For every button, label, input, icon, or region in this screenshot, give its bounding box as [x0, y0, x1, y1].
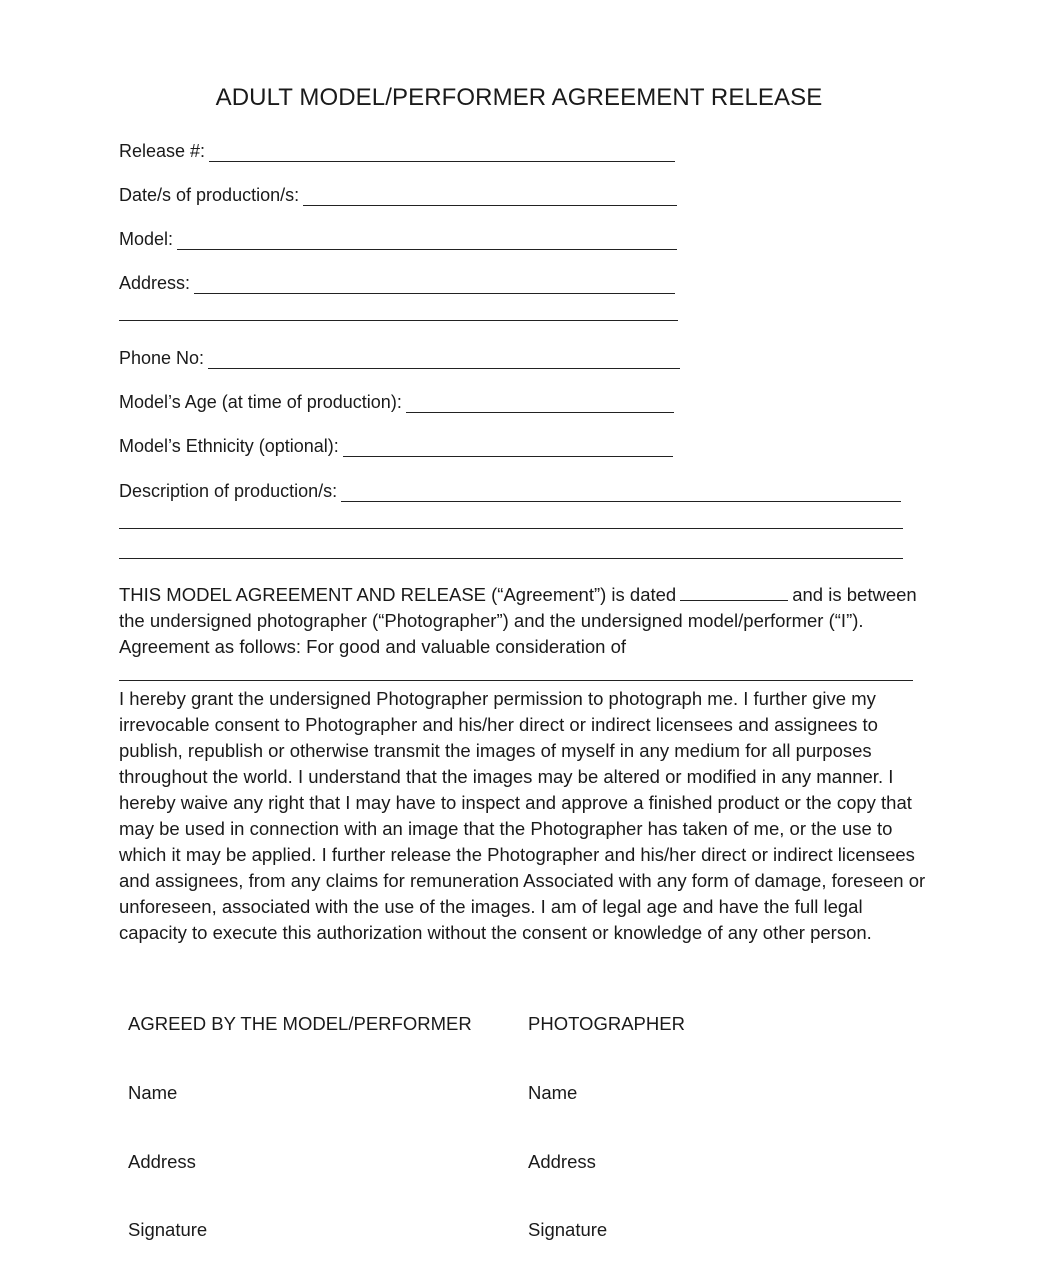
agreement-intro-part1: THIS MODEL AGREEMENT AND RELEASE (“Agreement”) is dated: [119, 584, 677, 605]
model-age-field: [119, 389, 674, 413]
model-age-blank[interactable]: [406, 395, 674, 413]
production-dates-field: [119, 182, 677, 206]
model-age-label: Model’s Age (at time of production):: [119, 392, 402, 412]
phone-blank[interactable]: [208, 351, 680, 369]
description-label: Description of production/s:: [119, 481, 338, 501]
model-name-label: Name: [128, 1082, 178, 1103]
ethnicity-blank[interactable]: [343, 439, 673, 457]
model-blank[interactable]: [177, 232, 677, 250]
model-signature-label: Signature: [128, 1219, 208, 1240]
photographer-name-label: Name: [528, 1082, 578, 1103]
description-line-2[interactable]: [119, 528, 903, 529]
release-number-label: Release #:: [119, 141, 206, 161]
address-field: [119, 270, 675, 294]
agreement-date-blank[interactable]: [680, 586, 788, 601]
release-number-field: [119, 138, 675, 162]
photographer-signature-label: Signature: [528, 1219, 608, 1240]
description-field: [119, 478, 901, 502]
model-heading: AGREED BY THE MODEL/PERFORMER: [128, 1013, 472, 1034]
description-blank[interactable]: [341, 484, 901, 502]
photographer-heading: PHOTOGRAPHER: [528, 1013, 685, 1034]
phone-field: [119, 345, 680, 369]
address-line-2[interactable]: [119, 320, 678, 321]
phone-label: Phone No:: [119, 348, 205, 368]
release-number-blank[interactable]: [209, 144, 675, 162]
ethnicity-field: [119, 433, 673, 457]
document-title: ADULT MODEL/PERFORMER AGREEMENT RELEASE: [215, 84, 823, 111]
ethnicity-label: Model’s Ethnicity (optional):: [119, 436, 339, 456]
production-dates-label: Date/s of production/s:: [119, 185, 300, 205]
agreement-intro-part2: and is between the undersigned photographer (“Photographer”) and the undersigned model/performer (“I”). Agreement as follows: For good and valuable consideration of: [119, 584, 917, 657]
release-terms-paragraph: I hereby grant the undersigned Photographer permission to photograph me. I further give my irrevocable consent to Photographer and his/her direct or indirect licensees and assignees to publish, republish or otherwise transmit the images of myself in any medium for all purposes throughout the world. I understand that the images may be altered or modified in any manner. I hereby waive any right that I may have to inspect and approve a finished product or the copy that may be used in connection with an image that the Photographer has taken of me, or the use to which it may be applied. I further release the Photographer and his/her direct or indirect licensees and assignees, from any claims for remuneration Associated with any form of damage, foreseen or unforeseen, associated with the use of the images. I am of legal age and have the full legal capacity to execute this authorization without the consent or knowledge of any other person.: [119, 688, 926, 943]
model-label: Model:: [119, 229, 174, 249]
model-field: [119, 226, 677, 250]
consideration-blank[interactable]: [119, 680, 913, 681]
model-address-label: Address: [128, 1151, 196, 1172]
agreement-intro: [119, 582, 919, 660]
description-line-3[interactable]: [119, 558, 903, 559]
photographer-address-label: Address: [528, 1151, 596, 1172]
address-blank[interactable]: [194, 276, 675, 294]
address-label: Address:: [119, 273, 191, 293]
production-dates-blank[interactable]: [303, 188, 677, 206]
